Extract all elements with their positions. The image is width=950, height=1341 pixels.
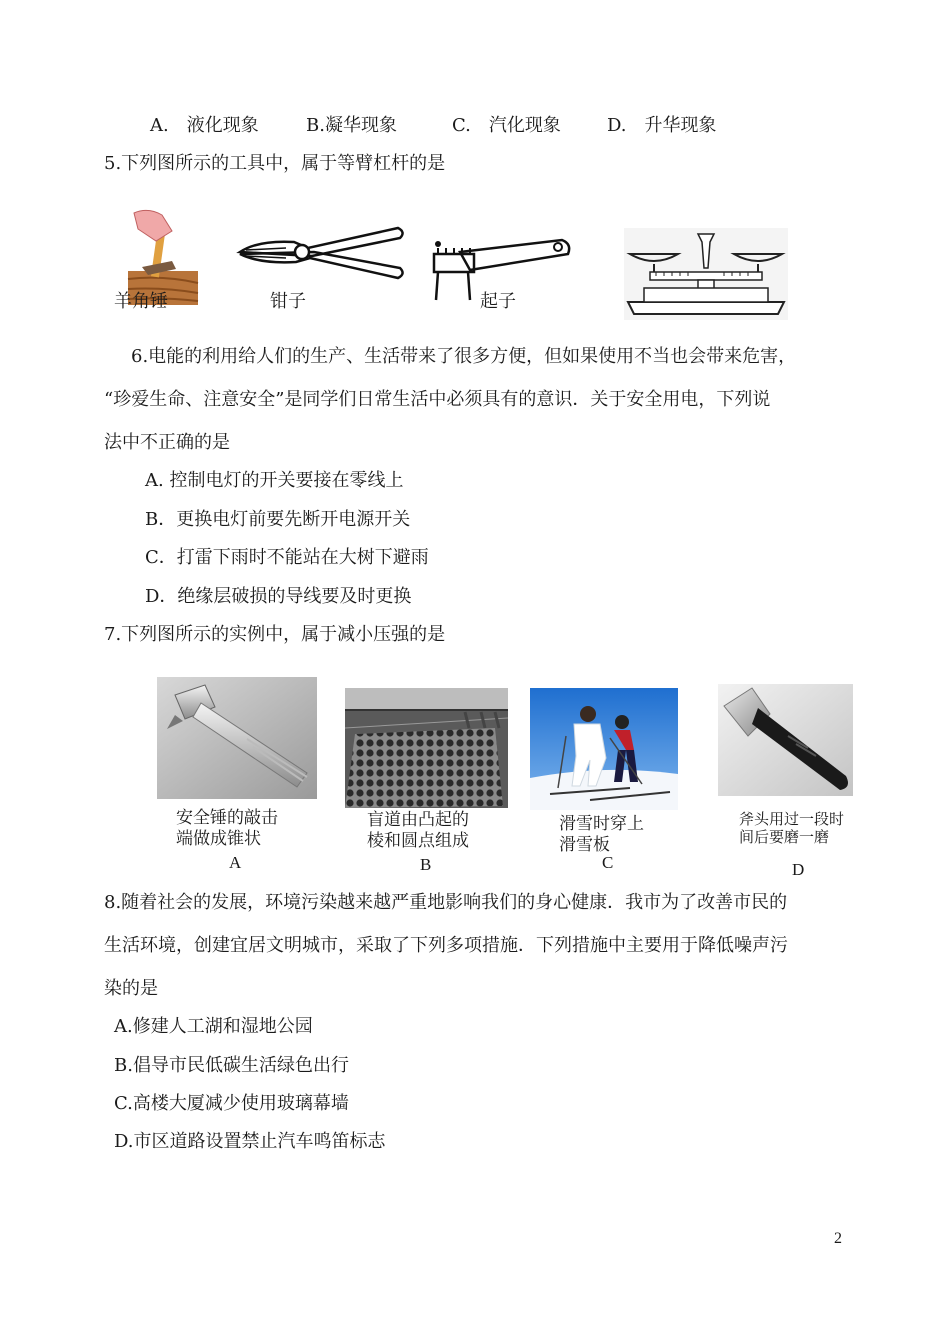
q7-caption-d: 斧头用过一段时 间后要磨一磨 (739, 810, 845, 846)
q4-option-d: D. 升华现象 (607, 115, 717, 136)
safety-hammer-photo (157, 677, 317, 799)
q7-letter-b: B (420, 855, 432, 874)
q8-stem-line-3: 染的是 (104, 978, 158, 999)
q7-stem: 7.下列图所示的实例中，属于减小压强的是 (104, 624, 446, 645)
q5-stem: 5.下列图所示的工具中，属于等臂杠杆的是 (104, 153, 446, 174)
q7-caption-b: 盲道由凸起的 棱和圆点组成 (367, 810, 469, 851)
axe-photo (718, 684, 853, 796)
q6-option-b: B．更换电灯前要先断开电源开关 (145, 509, 411, 530)
page-number: 2 (834, 1230, 842, 1247)
q6-stem-line-3: 法中不正确的是 (104, 432, 230, 453)
balance-scale-icon (624, 228, 788, 320)
q6-option-a: A. 控制电灯的开关要接在零线上 (145, 470, 404, 491)
q6-option-d: D．绝缘层破损的导线要及时更换 (145, 586, 412, 607)
tactile-paving-photo (345, 688, 508, 808)
q8-option-b: B.倡导市民低碳生活绿色出行 (114, 1055, 349, 1076)
q8-option-c: C.高楼大厦减少使用玻璃幕墙 (114, 1093, 349, 1114)
q5-label-opener: 起子 (480, 291, 516, 312)
q5-label-hammer: 羊角锤 (114, 291, 168, 312)
q8-stem-line-2: 生活环境，创建宜居文明城市，采取了下列多项措施．下列措施中主要用于降低噪声污 (104, 935, 788, 956)
q4-option-a: A. 液化现象 (150, 115, 259, 136)
q4-option-b: B.凝华现象 (306, 115, 397, 136)
q7-letter-d: D (792, 860, 805, 879)
q7-letter-c: C (602, 853, 614, 872)
q7-caption-a: 安全锤的敲击 端做成锥状 (176, 808, 278, 849)
q7-letter-a: A (229, 853, 242, 872)
q8-option-a: A.修建人工湖和湿地公园 (114, 1016, 313, 1037)
q6-stem-line-2: “珍爱生命、注意安全”是同学们日常生活中必须具有的意识．关于安全用电，下列说 (104, 389, 771, 410)
q6-stem-line-1: 6.电能的利用给人们的生产、生活带来了很多方便，但如果使用不当也会带来危害， (131, 346, 797, 367)
q5-label-pliers: 钳子 (270, 291, 306, 312)
pliers-icon (238, 222, 406, 284)
claw-hammer-icon (128, 205, 200, 305)
q6-option-c: C．打雷下雨时不能站在大树下避雨 (145, 547, 429, 568)
q7-caption-c: 滑雪时穿上 滑雪板 (559, 814, 644, 855)
q4-option-c: C. 汽化现象 (452, 115, 561, 136)
q8-stem-line-1: 8.随着社会的发展，环境污染越来越严重地影响我们的身心健康．我市为了改善市民的 (104, 892, 788, 913)
q8-option-d: D.市区道路设置禁止汽车鸣笛标志 (114, 1131, 386, 1152)
skiers-photo (530, 688, 678, 810)
